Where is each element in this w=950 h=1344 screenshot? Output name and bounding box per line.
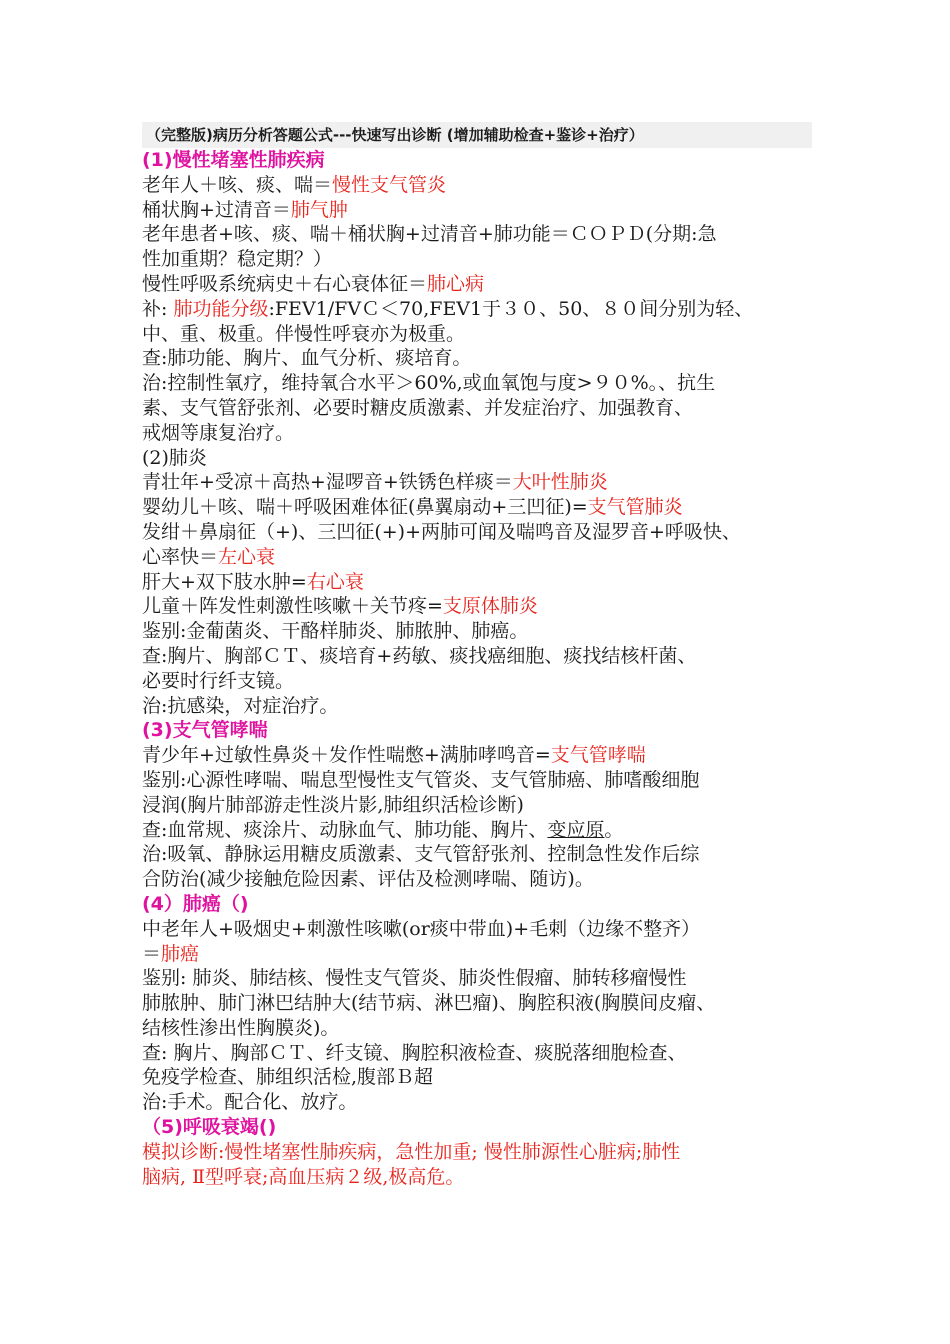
diagnosis-text: 支原体肺炎 (442, 595, 538, 618)
text-span: :FEV1/FVＣ＜70,FEV1于３０、50、８０间分别为轻、 (268, 297, 754, 320)
text-line: 戒烟等康复治疗。 (142, 421, 295, 444)
text-line (142, 495, 812, 520)
text-span: ＝ (142, 942, 162, 965)
text-line (142, 470, 812, 495)
text-span: 。 (604, 818, 624, 841)
text-line: 免疫学检查、肺组织活检,腹部Ｂ超 (142, 1066, 434, 1089)
text-line (142, 818, 812, 843)
highlight-text: 肺功能分级 (173, 297, 269, 320)
text-line: 肺脓肿、肺门淋巴结肿大(结节病、淋巴瘤)、胸腔积液(胸膜间皮瘤、 (142, 992, 716, 1015)
section-heading: （5)呼吸衰竭() (142, 1116, 277, 1139)
diagnosis-text: 肺癌 (161, 942, 200, 965)
text-line: 治:吸氧、静脉运用糖皮质激素、支气管舒张剂、控制急性发作后综 (142, 843, 700, 866)
text-line: 老年患者+咳、痰、喘＋桶状胸+过清音+肺功能＝ＣＯＰＤ(分期:急 (142, 223, 717, 246)
diagnosis-text: 肺心病 (427, 272, 485, 295)
document-page (142, 122, 812, 1189)
text-line: 必要时行纤支镜。 (142, 669, 295, 692)
text-line (142, 942, 812, 967)
text-line: 浸润(胸片肺部游走性淡片影,肺组织活检诊断) (142, 793, 524, 816)
text-line: 脑病, Ⅱ型呼衰;高血压病２级,极高危。 (142, 1165, 465, 1188)
section-pneumonia (142, 446, 812, 719)
text-span: 心率快＝ (142, 545, 219, 568)
text-line: 中老年人+吸烟史+刺激性咳嗽(or痰中带血)+毛刺（边缘不整齐） (142, 917, 701, 940)
text-line (142, 297, 812, 322)
text-line: 中、重、极重。伴慢性呼衰亦为极重。 (142, 322, 466, 345)
text-span: 桶状胸+过清音＝ (142, 198, 291, 221)
text-line (142, 198, 812, 223)
text-line: 素、支气管舒张剂、必要时糖皮质激素、并发症治疗、加强教育、 (142, 396, 694, 419)
text-line (142, 570, 812, 595)
text-span: 婴幼儿＋咳、喘＋呼吸困难体征(鼻翼扇动+三凹征)= (142, 496, 588, 519)
text-span: 青少年+过敏性鼻炎＋发作性喘憋+满肺哮鸣音= (142, 744, 551, 767)
text-span: 青壮年+受凉＋高热+湿啰音+铁锈色样痰＝ (142, 471, 513, 494)
section-copd (142, 148, 812, 446)
diagnosis-text: 大叶性肺炎 (512, 471, 608, 494)
text-line (142, 545, 812, 570)
diagnosis-text: 支气管哮喘 (550, 744, 646, 767)
section-lung-cancer (142, 892, 812, 1115)
document-title: （完整版)病历分析答题公式---快速写出诊断 (增加辅助检查+鉴诊+治疗） (142, 122, 812, 148)
text-line: 合防治(减少接触危险因素、评估及检测哮喘、随访)。 (142, 868, 594, 891)
diagnosis-text: 左心衰 (218, 545, 276, 568)
text-span: 查:血常规、痰涂片、动脉血气、肺功能、胸片、 (142, 818, 548, 841)
section-heading: (3)支气管哮喘 (142, 719, 268, 742)
text-line: 鉴别: 肺炎、肺结核、慢性支气管炎、肺炎性假瘤、肺转移瘤慢性 (142, 967, 687, 990)
text-span: 补: (142, 297, 174, 320)
text-line: 治:控制性氧疗，维持氧合水平＞60%,或血氧饱与度>９０%。、抗生 (142, 372, 716, 395)
text-line: 发绀＋鼻扇征（+)、三凹征(+)+两肺可闻及喘鸣音及湿罗音+呼吸快、 (142, 520, 741, 543)
text-span: 肝大+双下肢水肿= (142, 570, 307, 593)
diagnosis-text: 右心衰 (306, 570, 364, 593)
text-span: 老年人＋咳、痰、喘＝ (142, 173, 333, 196)
section-respiratory-failure (142, 1115, 812, 1189)
text-line: 治:手术。配合化、放疗。 (142, 1091, 358, 1114)
diagnosis-text: 支气管肺炎 (587, 496, 683, 519)
text-line (142, 594, 812, 619)
section-asthma (142, 718, 812, 892)
text-line: 查:肺功能、胸片、血气分析、痰培育。 (142, 347, 472, 370)
text-line: 查:胸片、胸部ＣＴ、痰培育+药敏、痰找癌细胞、痰找结核杆菌、 (142, 644, 697, 667)
text-line: 鉴别:心源性哮喘、喘息型慢性支气管炎、支气管肺癌、肺嗜酸细胞 (142, 768, 700, 791)
text-line: 性加重期？稳定期？） (142, 248, 333, 271)
text-line: 鉴别:金葡菌炎、干酪样肺炎、肺脓肿、肺癌。 (142, 620, 529, 643)
text-line (142, 272, 812, 297)
diagnosis-text: 慢性支气管炎 (332, 173, 447, 196)
section-heading: (2)肺炎 (142, 446, 207, 469)
text-line: 模拟诊断:慢性堵塞性肺疾病，急性加重; 慢性肺源性心脏病;肺性 (142, 1140, 681, 1163)
text-line: 结核性渗出性胸膜炎)。 (142, 1016, 340, 1039)
text-span: 儿童＋阵发性刺激性咳嗽＋关节疼= (142, 595, 443, 618)
text-line (142, 743, 812, 768)
text-line: 查: 胸片、胸部ＣＴ、纤支镜、胸腔积液检查、痰脱落细胞检查、 (142, 1041, 687, 1064)
section-heading: (1)慢性堵塞性肺疾病 (142, 149, 325, 171)
text-line (142, 173, 812, 198)
section-heading: (4）肺癌（) (142, 892, 249, 915)
text-span: 慢性呼吸系统病史＋右心衰体征＝ (142, 272, 428, 295)
text-line: 治:抗感染，对症治疗。 (142, 694, 339, 717)
diagnosis-text: 肺气肿 (290, 198, 348, 221)
underlined-text: 变应原 (547, 818, 605, 841)
